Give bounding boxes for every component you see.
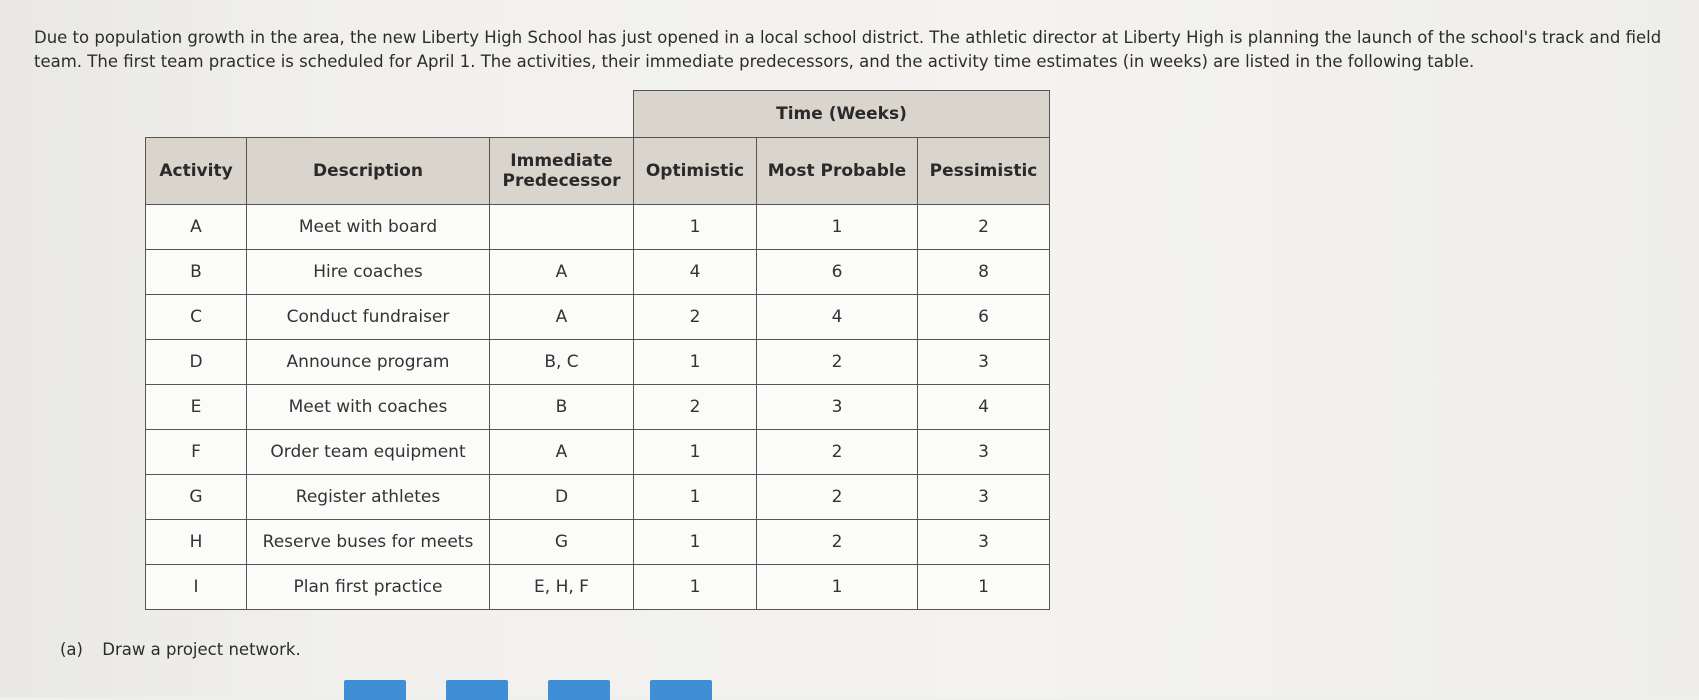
description-cell: Order team equipment [247, 430, 490, 475]
most-probable-cell: 1 [757, 565, 918, 610]
activity-cell: A [146, 205, 247, 250]
table-row [146, 565, 1050, 610]
most-probable-cell: 2 [757, 340, 918, 385]
most-probable-cell: 6 [757, 250, 918, 295]
description-cell: Plan first practice [247, 565, 490, 610]
description-cell: Announce program [247, 340, 490, 385]
pessimistic-cell: 2 [918, 205, 1050, 250]
activity-cell: C [146, 295, 247, 340]
optimistic-cell: 1 [634, 520, 757, 565]
pessimistic-header: Pessimistic [918, 138, 1050, 205]
table-row [146, 340, 1050, 385]
optimistic-cell: 1 [634, 475, 757, 520]
table-row [146, 385, 1050, 430]
activity-cell: D [146, 340, 247, 385]
pessimistic-cell: 4 [918, 385, 1050, 430]
description-cell: Meet with board [247, 205, 490, 250]
activity-cell: E [146, 385, 247, 430]
predecessor-cell: A [490, 295, 634, 340]
most-probable-cell: 3 [757, 385, 918, 430]
predecessor-cell: A [490, 430, 634, 475]
description-cell: Meet with coaches [247, 385, 490, 430]
optimistic-cell: 4 [634, 250, 757, 295]
question-text: Draw a project network. [102, 640, 301, 659]
most-probable-cell: 4 [757, 295, 918, 340]
description-cell: Register athletes [247, 475, 490, 520]
predecessor-cell: B, C [490, 340, 634, 385]
pessimistic-cell: 6 [918, 295, 1050, 340]
question-label: (a) [60, 640, 83, 659]
table-row [146, 430, 1050, 475]
predecessor-cell [490, 205, 634, 250]
activity-cell: F [146, 430, 247, 475]
activity-cell: G [146, 475, 247, 520]
toolbar-button-3[interactable] [548, 680, 610, 700]
most-probable-cell: 2 [757, 430, 918, 475]
optimistic-header: Optimistic [634, 138, 757, 205]
most-probable-cell: 2 [757, 520, 918, 565]
description-cell: Hire coaches [247, 250, 490, 295]
optimistic-cell: 1 [634, 430, 757, 475]
pessimistic-cell: 3 [918, 475, 1050, 520]
activity-cell: H [146, 520, 247, 565]
activity-header: Activity [146, 138, 247, 205]
most-probable-cell: 2 [757, 475, 918, 520]
description-header: Description [247, 138, 490, 205]
toolbar-button-2[interactable] [446, 680, 508, 700]
pessimistic-cell: 8 [918, 250, 1050, 295]
predecessor-cell: B [490, 385, 634, 430]
table-row [146, 520, 1050, 565]
optimistic-cell: 1 [634, 205, 757, 250]
toolbar-button-4[interactable] [650, 680, 712, 700]
predecessor-cell: G [490, 520, 634, 565]
pessimistic-cell: 3 [918, 340, 1050, 385]
pessimistic-cell: 3 [918, 520, 1050, 565]
optimistic-cell: 1 [634, 340, 757, 385]
description-cell: Reserve buses for meets [247, 520, 490, 565]
activity-table [145, 90, 1050, 610]
time-weeks-header: Time (Weeks) [634, 91, 1050, 138]
most-probable-header: Most Probable [757, 138, 918, 205]
activity-cell: B [146, 250, 247, 295]
toolbar-button-1[interactable] [344, 680, 406, 700]
activity-cell: I [146, 565, 247, 610]
intro-paragraph: Due to population growth in the area, the new Liberty High School has just opened in a local school district. The athletic director at Liberty High is planning the launch of the school's track and field team. The first team practice is scheduled for April 1. The activities, their immediate predecessors, and the activity time estimates (in weeks) are listed in the following table. [34, 28, 1662, 71]
pessimistic-cell: 1 [918, 565, 1050, 610]
header-spacer [146, 91, 634, 138]
most-probable-cell: 1 [757, 205, 918, 250]
description-cell: Conduct fundraiser [247, 295, 490, 340]
predecessor-cell: A [490, 250, 634, 295]
optimistic-cell: 2 [634, 385, 757, 430]
table-row [146, 475, 1050, 520]
predecessor-cell: E, H, F [490, 565, 634, 610]
predecessor-header: Immediate Predecessor [490, 138, 634, 205]
pessimistic-cell: 3 [918, 430, 1050, 475]
table-row [146, 295, 1050, 340]
question-a [60, 640, 301, 659]
predecessor-cell: D [490, 475, 634, 520]
optimistic-cell: 1 [634, 565, 757, 610]
table-row [146, 205, 1050, 250]
optimistic-cell: 2 [634, 295, 757, 340]
activity-table-container [145, 90, 1050, 610]
table-row [146, 250, 1050, 295]
